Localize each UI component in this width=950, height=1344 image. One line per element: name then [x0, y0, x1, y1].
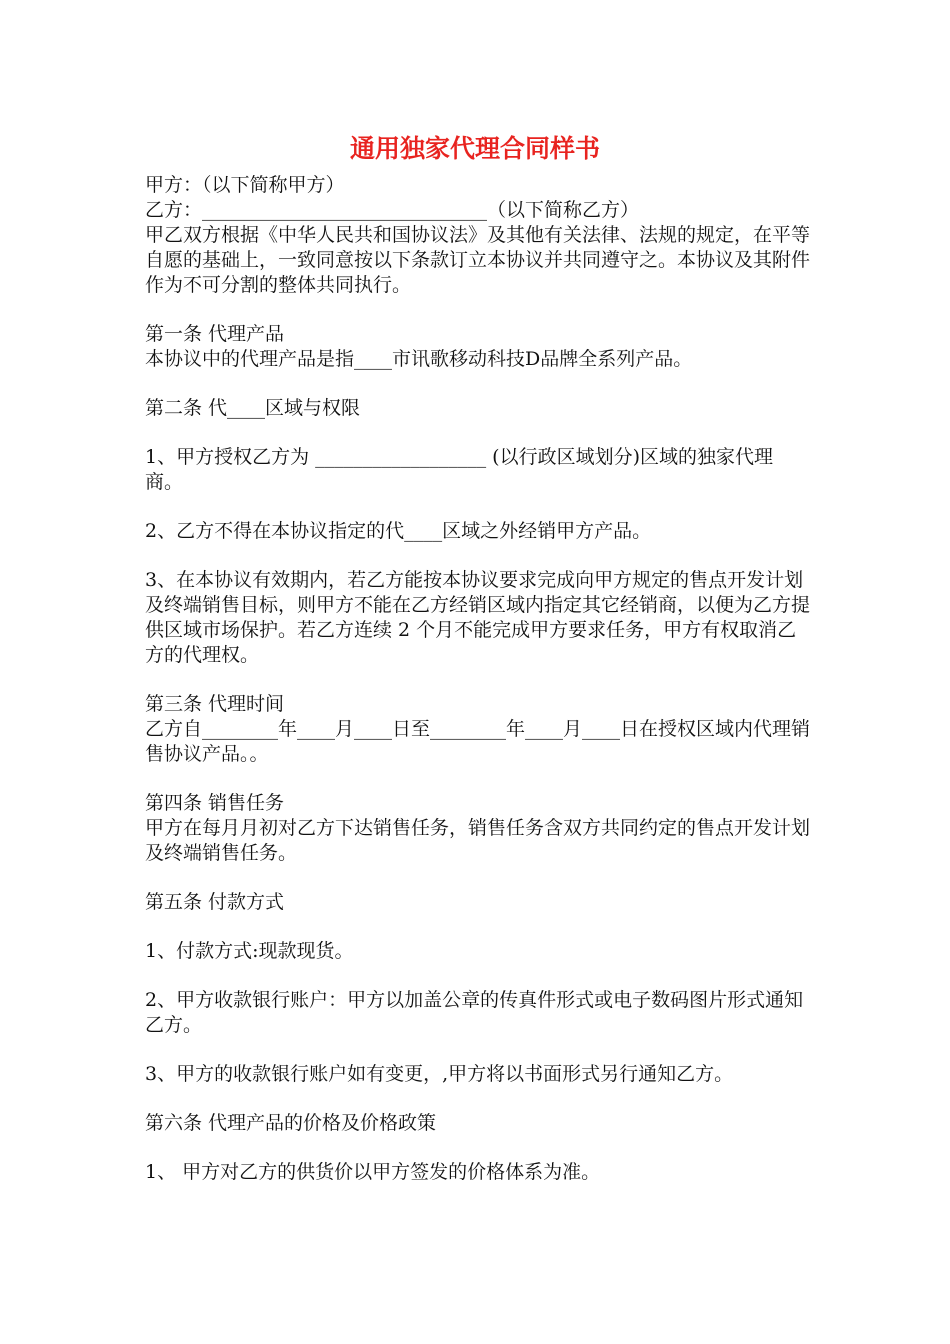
- spacer: [145, 372, 810, 396]
- article-6-item-1: 1、 甲方对乙方的供货价以甲方签发的价格体系为准。: [145, 1161, 601, 1183]
- spacer: [145, 421, 810, 445]
- article-1-heading: 第一条 代理产品: [145, 323, 285, 345]
- party-a-line: 甲方：（以下简称甲方）: [145, 174, 345, 196]
- spacer: [145, 668, 810, 692]
- spacer: [145, 298, 810, 322]
- spacer: [145, 1136, 810, 1160]
- article-2-heading: 第二条 代____区域与权限: [145, 397, 361, 419]
- article-2-item-3: 3、在本协议有效期内，若乙方能按本协议要求完成向甲方规定的售点开发计划及终端销售目标，则甲方不能在乙方经销区域内指定其它经销商，以便为乙方提供区域市场保护。若乙方连续 2 个月不能完成甲方要求任务，甲方有权取消乙方的代理权。: [145, 569, 811, 666]
- article-2-item-1: 1、甲方授权乙方为 __________________ (以行政区域划分)区域的独家代理商。: [145, 446, 773, 493]
- spacer: [145, 915, 810, 939]
- spacer: [145, 544, 810, 568]
- article-2-item-2: 2、乙方不得在本协议指定的代____区域之外经销甲方产品。: [145, 520, 652, 542]
- article-1-text: 本协议中的代理产品是指____市讯歌移动科技D品牌全系列产品。: [145, 348, 693, 370]
- article-6-heading: 第六条 代理产品的价格及价格政策: [145, 1112, 437, 1134]
- article-4-text: 甲方在每月月初对乙方下达销售任务，销售任务含双方共同约定的售点开发计划及终端销售任务。: [145, 817, 811, 864]
- article-3-text: 乙方自________年____月____日至________年____月____日在授权区域内代理销售协议产品。。: [145, 718, 811, 765]
- document-body: [145, 173, 810, 1185]
- article-5-heading: 第五条 付款方式: [145, 891, 285, 913]
- document-title: 通用独家代理合同样书: [349, 134, 600, 163]
- article-4-heading: 第四条 销售任务: [145, 792, 285, 814]
- article-3-heading: 第三条 代理时间: [145, 693, 285, 715]
- article-5-item-3: 3、甲方的收款银行账户如有变更，,甲方将以书面形式另行通知乙方。: [145, 1063, 734, 1085]
- preamble-paragraph: 甲乙双方根据《中华人民共和国协议法》及其他有关法律、法规的规定，在平等自愿的基础上，一致同意按以下条款订立本协议并共同遵守之。本协议及其附件作为不可分割的整体共同执行。: [145, 224, 811, 296]
- spacer: [145, 1038, 810, 1062]
- spacer: [145, 1087, 810, 1111]
- spacer: [145, 495, 810, 519]
- spacer: [145, 964, 810, 988]
- spacer: [145, 866, 810, 890]
- article-5-item-1: 1、付款方式:现款现货。: [145, 940, 354, 962]
- article-5-item-2: 2、甲方收款银行账户：甲方以加盖公章的传真件形式或电子数码图片形式通知乙方。: [145, 989, 804, 1036]
- spacer: [145, 767, 810, 791]
- party-b-line: 乙方：______________________________（以下简称乙方）: [145, 199, 640, 221]
